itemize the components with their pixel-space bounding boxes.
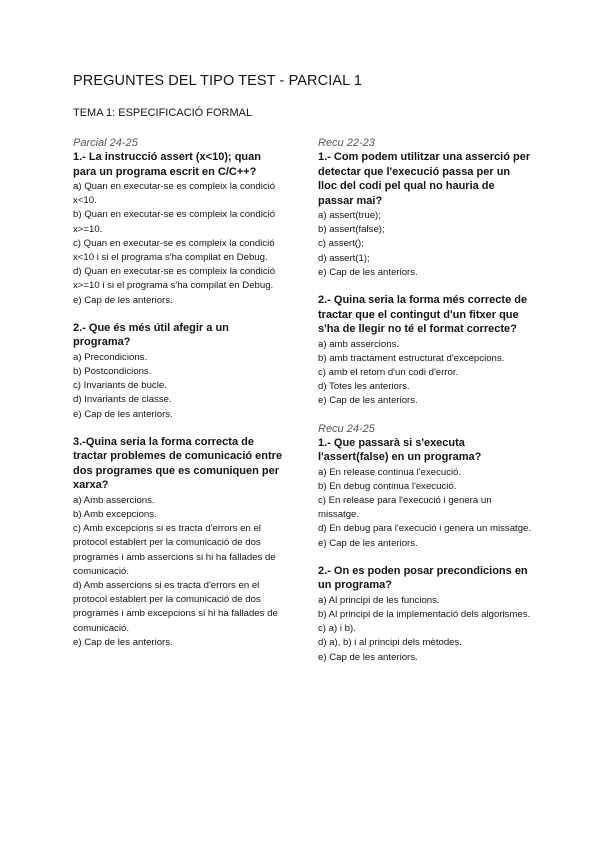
question-text: 3.-Quina seria la forma correcta de tractar problemes de comunicació entre dos programes que es comuniquen per xarxa? bbox=[73, 435, 283, 492]
option-item: e) Cap de les anteriors. bbox=[318, 266, 418, 278]
option-item: c) amb el retorn d'un codi d'error. bbox=[318, 366, 459, 378]
question-block bbox=[318, 564, 532, 665]
option-item: e) Cap de les anteriors. bbox=[73, 408, 173, 420]
option-item: e) Cap de les anteriors. bbox=[73, 294, 173, 306]
options-list bbox=[73, 351, 287, 422]
options-list bbox=[318, 209, 532, 280]
option-item: e) Cap de les anteriors. bbox=[73, 636, 173, 648]
option-item: c) Amb excepcions si es tracta d'errors en el protocol establert per la comunicació de dos programes i amb assercions si hi ha fallades de comunicació. bbox=[73, 523, 276, 577]
source-label: Recu 22-23 bbox=[318, 137, 375, 149]
document-title: PREGUNTES DEL TIPO TEST - PARCIAL 1 bbox=[73, 73, 363, 89]
option-item: a) assert(true); bbox=[318, 210, 381, 221]
source-label: Recu 24-25 bbox=[318, 422, 375, 435]
option-item: a) Amb assercions. bbox=[73, 494, 155, 506]
option-item: d) assert(1); bbox=[318, 252, 370, 264]
options-list bbox=[73, 180, 287, 308]
question-text: 1.- Que passarà si s'executa l'assert(false) en un programa? bbox=[318, 436, 482, 464]
question-text: 1.- Com podem utilitzar una asserció per detectar que l'execució passa per un lloc del codi pel qual no hauria de passar mai? bbox=[318, 151, 531, 207]
option-item: d) Quan en executar-se es compleix la condició x>=10 i si el programa s'ha compilat en Debug. bbox=[73, 266, 276, 292]
options-list bbox=[73, 494, 287, 650]
option-item: d) Amb assercions si es tracta d'errors en el protocol establert per la comunicació de dos programes i amb excepcions si hi ha fallades de comunicació. bbox=[73, 580, 278, 634]
option-item: b) Al principi de la implementació dels algorismes. bbox=[318, 608, 531, 620]
option-item: a) Quan en executar-se es compleix la condició x<10. bbox=[73, 181, 276, 207]
option-item: c) assert(); bbox=[318, 238, 364, 250]
question-text: 2.- Que és més útil afegir a un programa? bbox=[73, 321, 229, 349]
question-block bbox=[73, 321, 287, 422]
option-item: a) Al principi de les funcions. bbox=[318, 594, 440, 606]
option-item: e) Cap de les anteriors. bbox=[318, 395, 418, 407]
option-item: c) Invariants de bucle. bbox=[73, 380, 167, 392]
option-item: a) amb assercions. bbox=[318, 338, 400, 350]
option-item: c) Quan en executar-se es compleix la condició x<10 i si el programa s'ha compilat en Debug. bbox=[73, 237, 275, 264]
question-text: 1.- La instrucció assert (x<10); quan para un programa escrit en C/C++? bbox=[73, 151, 261, 178]
option-item: d) a), b) i al principi dels mètodes. bbox=[318, 637, 462, 649]
option-item: e) Cap de les anteriors. bbox=[318, 537, 418, 549]
option-item: c) En release para l'execució i genera un missatge. bbox=[318, 494, 492, 521]
question-block bbox=[318, 150, 532, 280]
option-item: b) assert(false); bbox=[318, 224, 385, 236]
left-column bbox=[73, 136, 287, 650]
option-item: d) Totes les anteriors. bbox=[318, 381, 410, 393]
option-item: b) amb tractament estructurat d'excepcions. bbox=[318, 352, 505, 364]
source-label: Parcial 24-25 bbox=[73, 137, 138, 149]
option-item: d) Invariants de classe. bbox=[73, 394, 172, 406]
question-text: 2.- Quina seria la forma més correcte de tractar que el contingut d'un fitxer que s'ha de llegir no té el format correcte? bbox=[318, 294, 528, 336]
option-item: b) En debug continua l'execució. bbox=[318, 480, 457, 492]
option-item: b) Quan en executar-se es compleix la condició x>=10. bbox=[73, 209, 276, 235]
option-item: c) a) i b). bbox=[318, 623, 356, 635]
option-item: a) En release continua l'execució. bbox=[318, 466, 462, 478]
option-item: a) Precondicions. bbox=[73, 351, 148, 363]
option-item: d) En debug para l'execució i genera un missatge. bbox=[318, 523, 532, 535]
options-list bbox=[318, 594, 532, 665]
question-block bbox=[73, 150, 287, 308]
option-item: b) Postcondicions. bbox=[73, 366, 152, 378]
question-block bbox=[318, 436, 532, 551]
section-heading: TEMA 1: ESPECIFICACIÓ FORMAL bbox=[73, 107, 253, 119]
question-block bbox=[73, 435, 287, 650]
option-item: b) Amb excepcions. bbox=[73, 509, 157, 521]
options-list bbox=[318, 338, 532, 409]
option-item: e) Cap de les anteriors. bbox=[318, 651, 418, 663]
question-block bbox=[318, 293, 532, 409]
right-column bbox=[318, 136, 532, 665]
options-list bbox=[318, 466, 532, 551]
question-text: 2.- On es poden posar precondicions en un programa? bbox=[318, 564, 528, 592]
